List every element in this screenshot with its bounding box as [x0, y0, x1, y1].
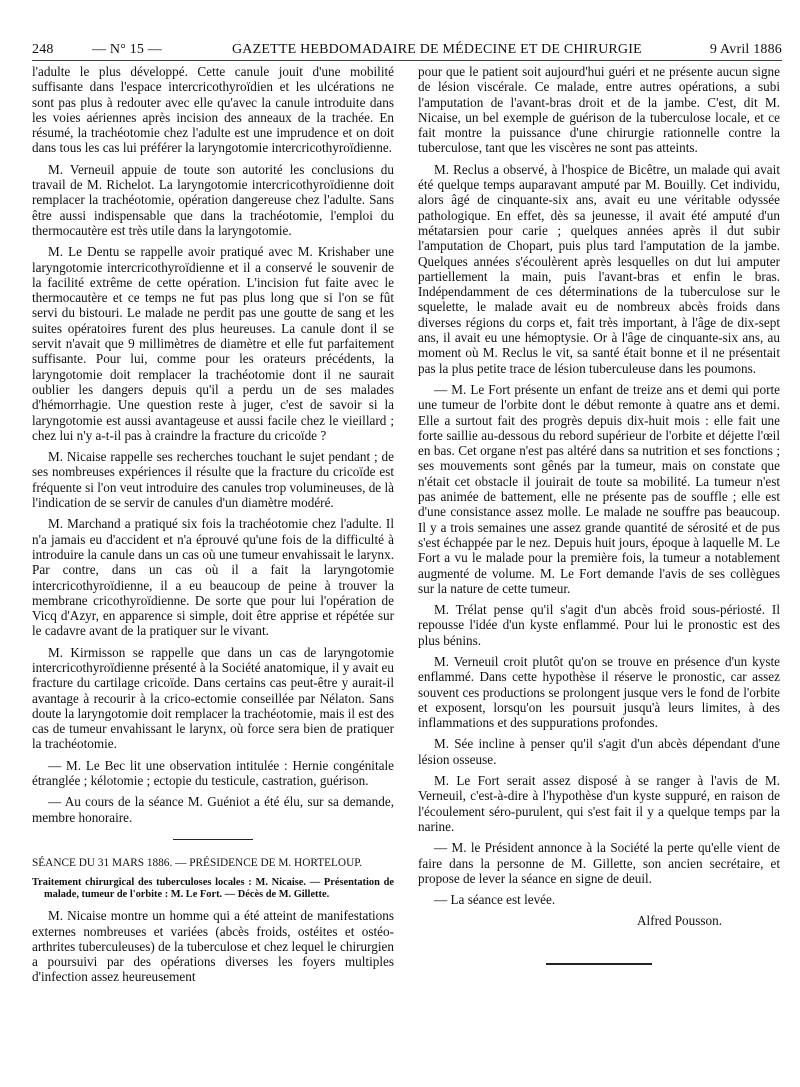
session-heading: SÉANCE DU 31 MARS 1886. — PRÉSIDENCE DE M. HORTELOUP.	[32, 856, 363, 869]
paragraph: M. Marchand a pratiqué six fois la trachéotomie chez l'adulte. Il n'a jamais eu d'accident et n'a éprouvé qu'une fois de la difficulté à introduire la canule dans un cas où une tumeur envahissait le larynx. Par contre, dans un cas où il a fait la laryngotomie intercricothyroïdienne, il a eu beaucoup de peine à trouver la membrane cricothyroïdienne. De sorte que pour lui l'opération de Vicq d'Azyr, en apparence si simple, doit être apprise et répétée sur le cadavre avant de la pratiquer sur le vivant.	[32, 516, 394, 639]
paragraph: — M. Le Fort présente un enfant de treize ans et demi qui porte une tumeur de l'orbite dont le début remonte à quatre ans et demi. Elle a surtout fait des progrès depuis dix-huit mois : elle fait une forte saillie au-dessous du rebord supérieur de l'orbite et déjette l'œil en bas. Cet organe n'est pas altéré dans sa nutrition et ses fonctions ; ses mouvements sont gênés par la tumeur, mais on constate que n'était cet obstacle il jouirait de toute sa mobilité. La tumeur n'est pas animée de battement, elle ne présente pas de souffle ; elle est d'une consistance assez molle. Le malade ne souffre pas beaucoup. Il y a trois semaines une assez grande quantité de sérosité et de pus s'est échappée par le nez. Depuis huit jours, époque à laquelle M. Le Fort a vu le malade pour la première fois, la tumeur a notablement augmenté de volume. M. Le Fort demande l'avis de ses collègues sur la nature de cette tumeur.	[418, 381, 780, 596]
paragraph: pour que le patient soit aujourd'hui guéri et ne présente aucun signe de lésion viscérale. Ce malade, entre autres opérations, a subi l'amputation de l'avant-bras droit et de la jambe. C'est, dit M. Nicaise, un bel exemple de guérison de la tuberculose locale, et ce fait montre la puissance d'une chirurgie rationnelle contre la tuberculose, tant que les viscères ne sont pas atteints.	[418, 64, 780, 156]
paragraph: M. Trélat pense qu'il s'agit d'un abcès froid sous-périosté. Il repousse l'idée d'un kyste enflammé. Pour lui le pronostic est des plus bénins.	[418, 602, 780, 648]
journal-title: GAZETTE HEBDOMADAIRE DE MÉDECINE ET DE CHIRURGIE	[232, 42, 642, 57]
end-rule	[546, 963, 652, 965]
left-column	[32, 64, 394, 991]
paragraph: — Au cours de la séance M. Guéniot a été élu, sur sa demande, membre honoraire.	[32, 794, 394, 825]
paragraph: M. Le Dentu se rappelle avoir pratiqué avec M. Krishaber une laryngotomie intercricothyroïdienne et il a conservé le souvenir de la facilité extrême de cette opération. L'incision fut faite avec le thermocautère et ce temps ne fut pas plus long que si l'on se fût servi du bistouri. Le malade ne perdit pas une goutte de sang et les suites opératoires furent des plus heureuses. La canule dont il se servit n'avait que 9 millimètres de diamètre et elle fut parfaitement suffisante. Pour lui, comme pour les orateurs précédents, la laryngotomie doit remplacer la trachéotomie dont il ne saurait oublier les dangers depuis qu'il a perdu un de ses malades d'hémorrhagie. Une question reste à juger, c'est de savoir si la laryngotomie est aussi avantageuse et aussi facile chez le vieillard ; chez lui n'y a-t-il pas à craindre la fracture du cricoïde ?	[32, 244, 394, 443]
paragraph: M. Le Fort serait assez disposé à se ranger à l'avis de M. Verneuil, c'est-à-dire à l'hypothèse d'un kyste suppuré, en raison de l'écoulement séro-purulent, qui s'est fait il y a quelque temps par la narine.	[418, 773, 780, 834]
paragraph: M. Sée incline à penser qu'il s'agit d'un abcès dépendant d'une lésion osseuse.	[418, 736, 780, 767]
paragraph: M. Reclus a observé, à l'hospice de Bicêtre, un malade qui avait été quelque temps auparavant amputé par M. Bouilly. Cet individu, alors âgé de cinquante-six ans, avait eu une véritable odyssée pathologique. En effet, dès sa jeunesse, il avait été amputé d'un métatarsien pour carie ; quelques années après il dut subir l'amputation de Chopart, puis plus tard l'amputation de la jambe. Quelques années s'écoulèrent après lesquelles on dut lui amputer partiellement la main, puis l'avant-bras et enfin le bras. Indépendamment de ces déterminations de la tuberculose sur le squelette, le malade avait eu de nombreux abcès froids dans diverses régions du corps et, fait très important, à l'âge de dix-sept ans, il avait eu une hémoptysie. Or à l'âge de cinquante-six ans, au moment où M. Reclus le vit, sa santé était bonne et il ne présentait pas la plus petite trace de lésion tuberculeuse dans les poumons.	[418, 161, 780, 376]
paragraph: M. Nicaise rappelle ses recherches touchant le sujet pendant ; de ses nombreuses expériences il résulte que la fracture du cricoïde est fréquente si l'on veut introduire des canules trop volumineuses, de là l'indication de se servir de canules d'un diamètre modéré.	[32, 449, 394, 511]
paragraph: M. Kirmisson se rappelle que dans un cas de laryngotomie intercricothyroïdienne présenté à la Société anatomique, il y avait eu fracture du cartilage cricoïde. Dans certains cas peut-être y aurait-il avantage à recourir à la crico-ectomie conseillée par Nélaton. Sans doute la laryngotomie doit remplacer la trachéotomie, mais il est des cas de tumeur envahissant le larynx, où force sera bien de pratiquer la trachéotomie.	[32, 644, 394, 752]
page-number: 248	[32, 42, 54, 57]
session-summary: Traitement chirurgical des tuberculoses locales : M. Nicaise. — Présentation de malade, tumeur de l'orbite : M. Le Fort. — Décès de M. Gillette.	[32, 877, 394, 900]
paragraph: — M. le Président annonce à la Société la perte qu'elle vient de faire dans la personne de M. Gillette, son ancien secrétaire, et propose de lever la séance en signe de deuil.	[418, 840, 780, 886]
issue-number: — N° 15 —	[92, 42, 163, 57]
paragraph: M. Verneuil appuie de toute son autorité les conclusions du travail de M. Richelot. La laryngotomie intercricothyroïdienne doit remplacer la trachéotomie, opération dangereuse chez l'adulte. Sans être aussi indispensable que dans la trachéotomie, l'emploi du thermocautère est très utile dans la laryngotomie.	[32, 161, 394, 238]
paragraph: — M. Le Bec lit une observation intitulée : Hernie congénitale étranglée ; kélotomie ; ectopie du testicule, castration, guérison.	[32, 757, 394, 789]
right-column	[418, 64, 780, 965]
section-divider	[173, 839, 253, 840]
paragraph: l'adulte le plus développé. Cette canule jouit d'une mobilité suffisante dans l'espace intercricothyroïdien et les ulcérations ne sont pas plus à redouter avec elle qu'avec la canule introduite dans les voies aériennes après incision des anneaux de la trachée. En résumé, la trachéotomie chez l'adulte est une imprudence et on doit dans tous les cas lui préférer la laryngotomie intercricothyroïdienne.	[32, 64, 394, 156]
paragraph: M. Verneuil croit plutôt qu'on se trouve en présence d'un kyste enflammé. Dans cette hypothèse il réserve le pronostic, car assez souvent ces productions se prolongent jusque vers le fond de l'orbite et exposent, lorsqu'on les poursuit jusqu'à leurs limites, à des inflammations et des suppurations profondes.	[418, 653, 780, 731]
author-signature: Alfred Pousson.	[637, 913, 722, 929]
paragraph: — La séance est levée.	[434, 892, 556, 908]
issue-date: 9 Avril 1886	[709, 42, 782, 57]
paragraph: M. Nicaise montre un homme qui a été atteint de manifestations externes nombreuses et variées (abcès froids, ostéites et ostéo-arthrites tuberculeuses) de la tuberculose et chez lequel le chirurgien a poursuivi par des opérations diverses les foyers multiples d'infection assez heureusement	[32, 908, 394, 985]
page-header	[32, 42, 782, 61]
